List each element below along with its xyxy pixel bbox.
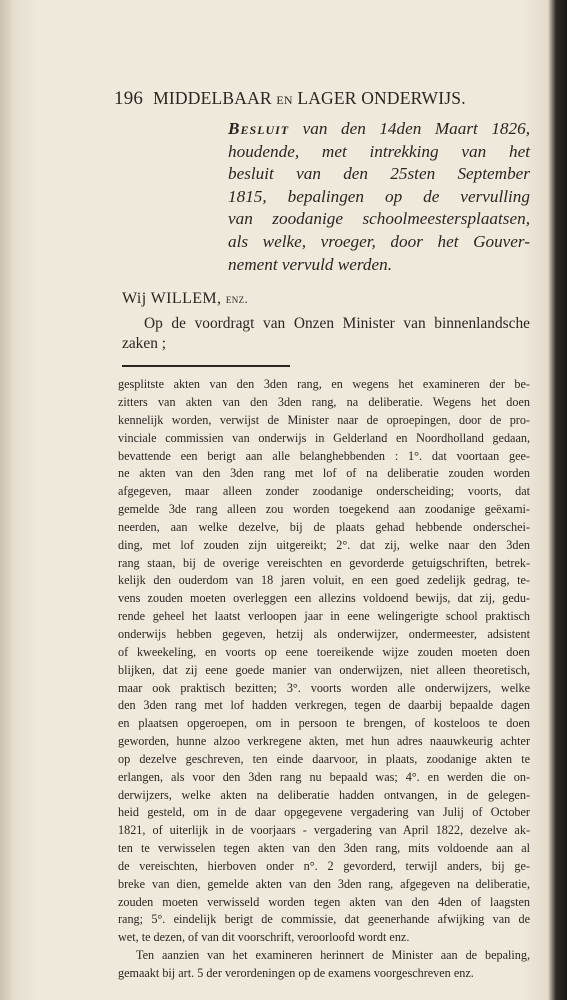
royal-salutation xyxy=(122,290,530,308)
decree-heading-line: nement vervuld werden. xyxy=(228,254,393,274)
decree-heading-line: van zoodanige schoolmeestersplaatsen, xyxy=(228,209,530,229)
footnote-line: Ten aanzien van het examineren herinnert de Minister aan de bepaling, xyxy=(136,948,530,963)
footnote-line: rang; 5°. eindelijk berigt de commissie, dat geenerhande afwijking van de xyxy=(118,912,530,927)
footnote-line: rende geheel het laatst verloopen jaar in eene welingerigte school praktisch xyxy=(118,609,530,624)
footnote-line: zitters van akten van den 3den rang, na deliberatie. Wegens het doen xyxy=(118,395,530,409)
footnote-line: vens zouden moeten overleggen een allezins voldoend bewijs, dat zij, gedu- xyxy=(118,591,530,606)
footnote-line: 1821, of uiterlijk in de voorjaars - vergadering van April 1822, dezelve ak- xyxy=(118,823,530,838)
decree-first-word: Besluit xyxy=(228,119,290,138)
footnote-line: heid gesteld, om in de daar opgegevene vergadering van Julij of October xyxy=(118,805,530,820)
decree-heading-line: besluit van den 25sten September xyxy=(228,164,530,184)
running-title: MIDDELBAAR en LAGER ONDERWIJS. xyxy=(153,88,466,108)
footnote-line: geworden, hunne alzoo verkregene akten, met hun adres naauwkeurig achter xyxy=(118,734,530,749)
decree-heading-line: 1815, bepalingen op de vervulling xyxy=(228,186,530,206)
footnote-line: of kweekeling, en voorts op eene toereikende wijze zouden moeten doen xyxy=(118,644,530,659)
footnote-line: bevattende een berigt aan alle belanghebbenden : 1°. dat voortaan gee- xyxy=(118,448,530,463)
page-content xyxy=(114,88,530,983)
running-header xyxy=(114,88,530,110)
footnote-line: erlangen, als voor den 3den rang nu bepaald was; 4°. en werden die on- xyxy=(118,769,530,784)
preamble-line: Op de voordragt van Onzen Minister van binnenlandsche xyxy=(144,315,530,333)
footnote-line: op dezelve geschreven, ten einde daarvoor, in plaats, zoodanige akten te xyxy=(118,751,530,766)
footnote-line: neerden, aan welke dezelve, bij de plaats gehad hebbende onderschei- xyxy=(118,519,530,534)
footnote-line: kelijk den ouderdom van 18 jaren voluit, en een goed zedelijk gedrag, te- xyxy=(118,573,530,588)
footnote-line: gesplitste akten van den 3den rang, en wegens het examineren der be- xyxy=(118,377,530,392)
footnote-line: kennelijk worden, verwijst de Minister naar de oproepingen, door de pro- xyxy=(118,412,530,427)
preamble xyxy=(122,314,530,354)
footnote-line: ne akten van den 3den rang met lof of na deliberatie zouden worden xyxy=(118,466,530,481)
footnote-line: rang staan, bij de overige vereischten en gevorderde getuigschriften, betrek- xyxy=(118,555,530,570)
footnote-line: derwijzers, welke akten na deliberatie hadden ontvangen, in de gelegen- xyxy=(118,787,530,802)
footnote-line: den 3den rang met lof hadden verkregen, tegen de daarbij bepaalde dagen xyxy=(118,698,530,713)
decree-heading-line: Besluit van den 14den Maart 1826, xyxy=(228,119,530,138)
salutation-enz: enz. xyxy=(225,291,249,307)
footnote-line: ten te verwisselen tegen akten van den 3den rang, mits voldoende aan al xyxy=(118,841,530,856)
decree-heading-line: houdende, met intrekking van het xyxy=(228,141,530,161)
footnote-line: maar ook praktisch bezitten; 3°. voorts worden alle onderwijzers, welke xyxy=(118,680,530,695)
footnote-line: vinciale commissien van onderwijs in Gelderland en Noordholland gedaan, xyxy=(118,430,530,445)
footnote-line: de vereischten, hierboven onder n°. 2 gevorderd, terwijl anders, bij ge- xyxy=(118,858,530,873)
footnote-line: gemaakt bij art. 5 der verordeningen op de examens voorgeschreven enz. xyxy=(118,966,474,980)
footnote-rule xyxy=(122,365,290,367)
footnote-line: breke van dien, gemelde akten van den 3den rang, afgegeven na deliberatie, xyxy=(118,876,530,891)
salutation-name: Wij WILLEM, xyxy=(122,290,222,308)
footnote-line: onderwijs hebben gegeven, hetzij als onderwijzer, ondermeester, adsistent xyxy=(118,626,530,641)
footnote-line: wet, te dezen, of van dit voorschrift, veroorloofd wordt enz. xyxy=(118,930,410,945)
footnote-line: blijken, dat zij eene goede manier van onderwijzen, niet alleen theoretisch, xyxy=(118,662,530,677)
preamble-line: zaken ; xyxy=(122,335,167,353)
decree-heading-line: als welke, vroeger, door het Gouver- xyxy=(228,231,530,251)
page-number: 196 xyxy=(114,88,144,109)
decree-heading xyxy=(228,118,530,276)
footnote xyxy=(118,376,530,983)
footnote-line: afgegeven, maar alleen zonder zoodanige onderscheiding; voorts, dat xyxy=(118,484,530,499)
footnote-line: en plaatsen opgeroepen, om in persoon te brengen, of kosteloos te doen xyxy=(118,716,530,731)
footnote-line: zouden moeten verwisseld worden tegen akten van den 4den of laagsten xyxy=(118,894,530,909)
footnote-line: gemelde 3de rang alleen zou worden toegekend aan zoodanige geëxami- xyxy=(118,502,530,517)
footnote-line: ding, met lof zouden zijn uitgereikt; 2°. dat zij, welke naar den 3den xyxy=(118,537,530,552)
